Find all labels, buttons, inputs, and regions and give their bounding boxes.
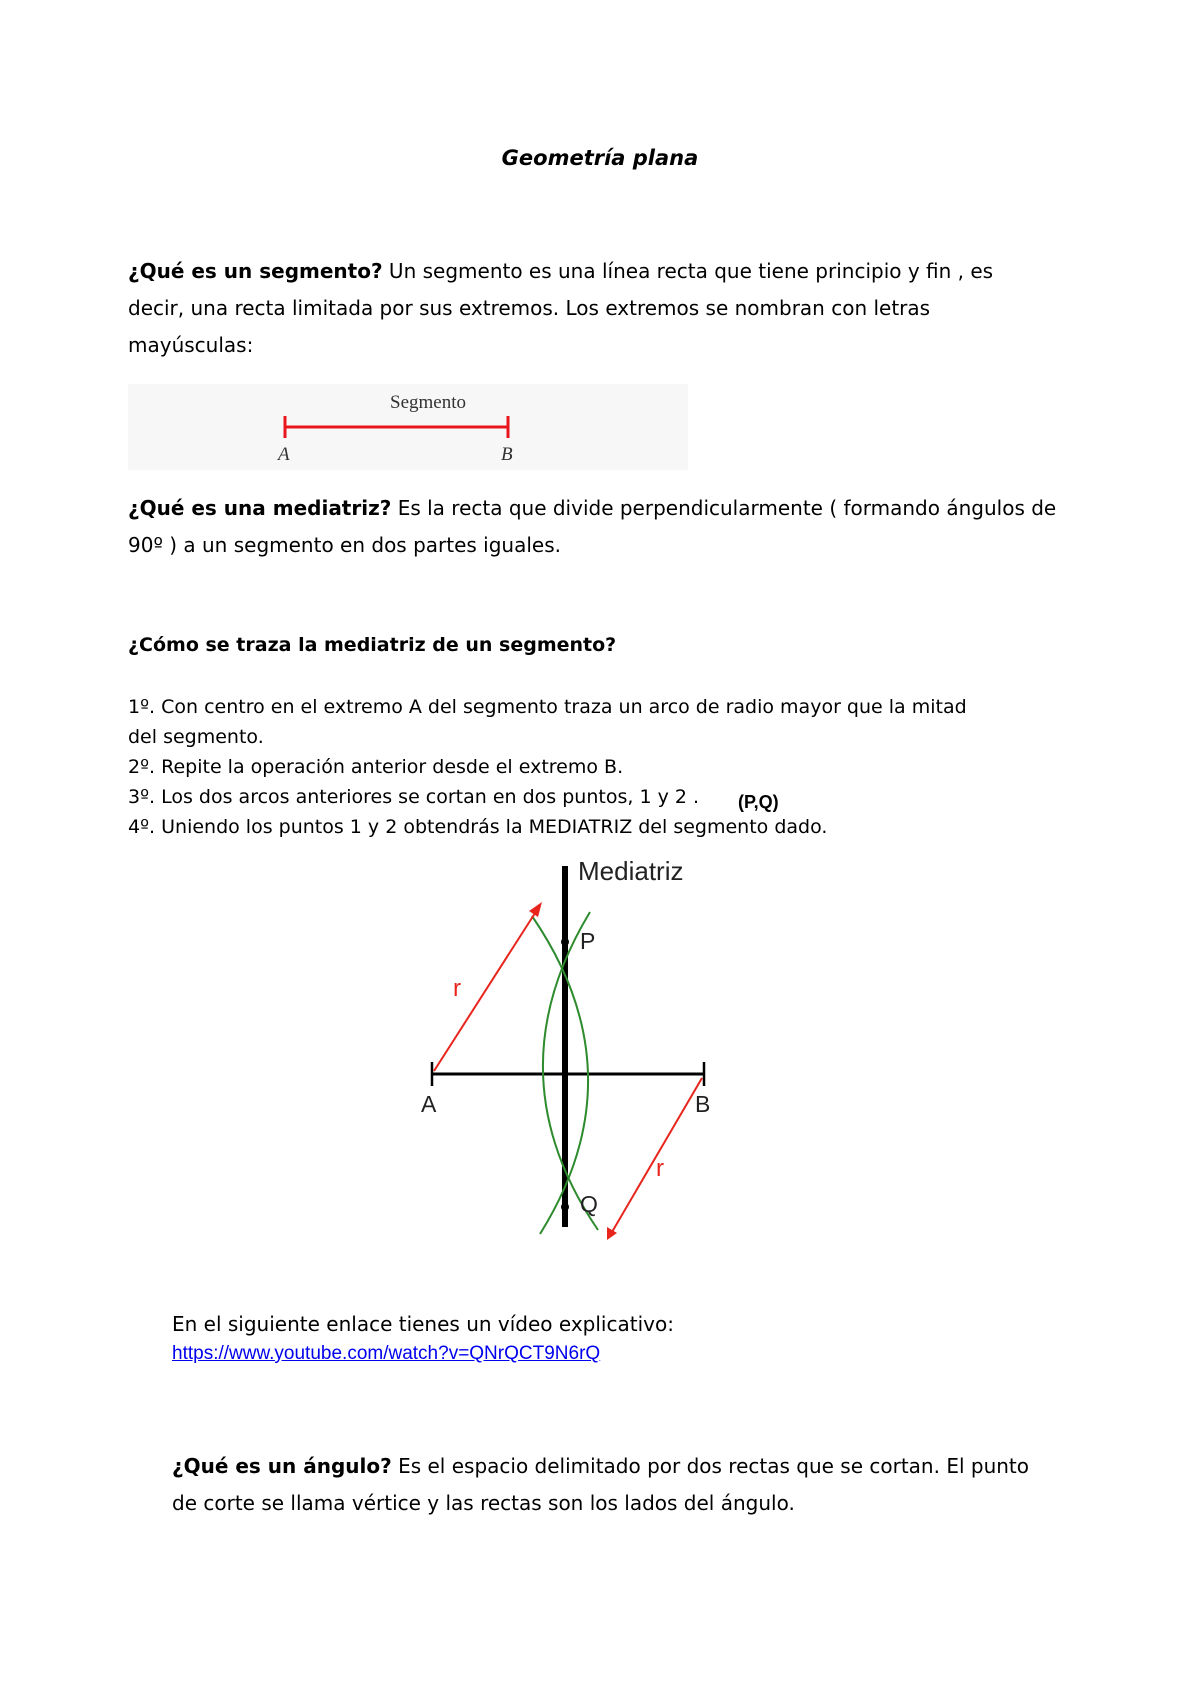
diagram-title: Mediatriz [578, 856, 684, 886]
segment-label: Segmento [390, 392, 466, 413]
segment-answer: Un segmento es una línea recta que tiene principio y fin , es decir, una recta limitada por sus extremos. Los extremos se nombran con letras mayúsculas: [128, 259, 994, 357]
video-link[interactable]: https://www.youtube.com/watch?v=QNrQCT9N6rQ [172, 1343, 601, 1364]
segment-question: ¿Qué es un segmento? [128, 259, 383, 283]
mediatriz-diagram [412, 852, 732, 1257]
step-line: del segmento. [128, 726, 264, 748]
segment-figure [128, 384, 688, 470]
video-intro: En el siguiente enlace tienes un vídeo explicativo: [172, 1312, 674, 1336]
mediatriz-answer: Es la recta que divide perpendicularmente ( formando ángulos de 90º ) a un segmento en dos partes iguales. [128, 496, 1057, 557]
construction-steps [128, 692, 1028, 842]
arc-from-a [543, 912, 598, 1230]
diagram-point-q: Q [580, 1191, 598, 1217]
diagram-point-a: A [421, 1091, 437, 1117]
mediatriz-question: ¿Qué es una mediatriz? [128, 496, 392, 520]
radius-label-a: r [453, 975, 461, 1002]
angle-answer: Es el espacio delimitado por dos rectas que se cortan. El punto de corte se llama vértice y las rectas son los lados del ángulo. [172, 1454, 1029, 1515]
step-line: 1º. Con centro en el extremo A del segmento traza un arco de radio mayor que la mitad [128, 696, 967, 718]
diagram-point-p: P [580, 928, 596, 954]
construction-heading: ¿Cómo se traza la mediatriz de un segmento? [128, 634, 617, 656]
diagram-point-b: B [695, 1091, 711, 1117]
points-note: (P,Q) [738, 792, 779, 812]
segment-definition [128, 253, 1028, 364]
step-line: 4º. Uniendo los puntos 1 y 2 obtendrás la MEDIATRIZ del segmento dado. [128, 816, 828, 838]
segment-point-b: B [501, 444, 513, 465]
angle-question: ¿Qué es un ángulo? [172, 1454, 392, 1478]
segment-point-a: A [278, 444, 290, 465]
radius-arrow-a [434, 910, 537, 1071]
step-line: 3º. Los dos arcos anteriores se cortan en dos puntos, 1 y 2 . [128, 786, 700, 808]
mediatriz-definition [128, 490, 1068, 564]
page-title: Geometría plana [501, 146, 699, 170]
step-line: 2º. Repite la operación anterior desde el extremo B. [128, 756, 624, 778]
radius-label-b: r [656, 1155, 664, 1182]
angle-definition [172, 1448, 1052, 1522]
